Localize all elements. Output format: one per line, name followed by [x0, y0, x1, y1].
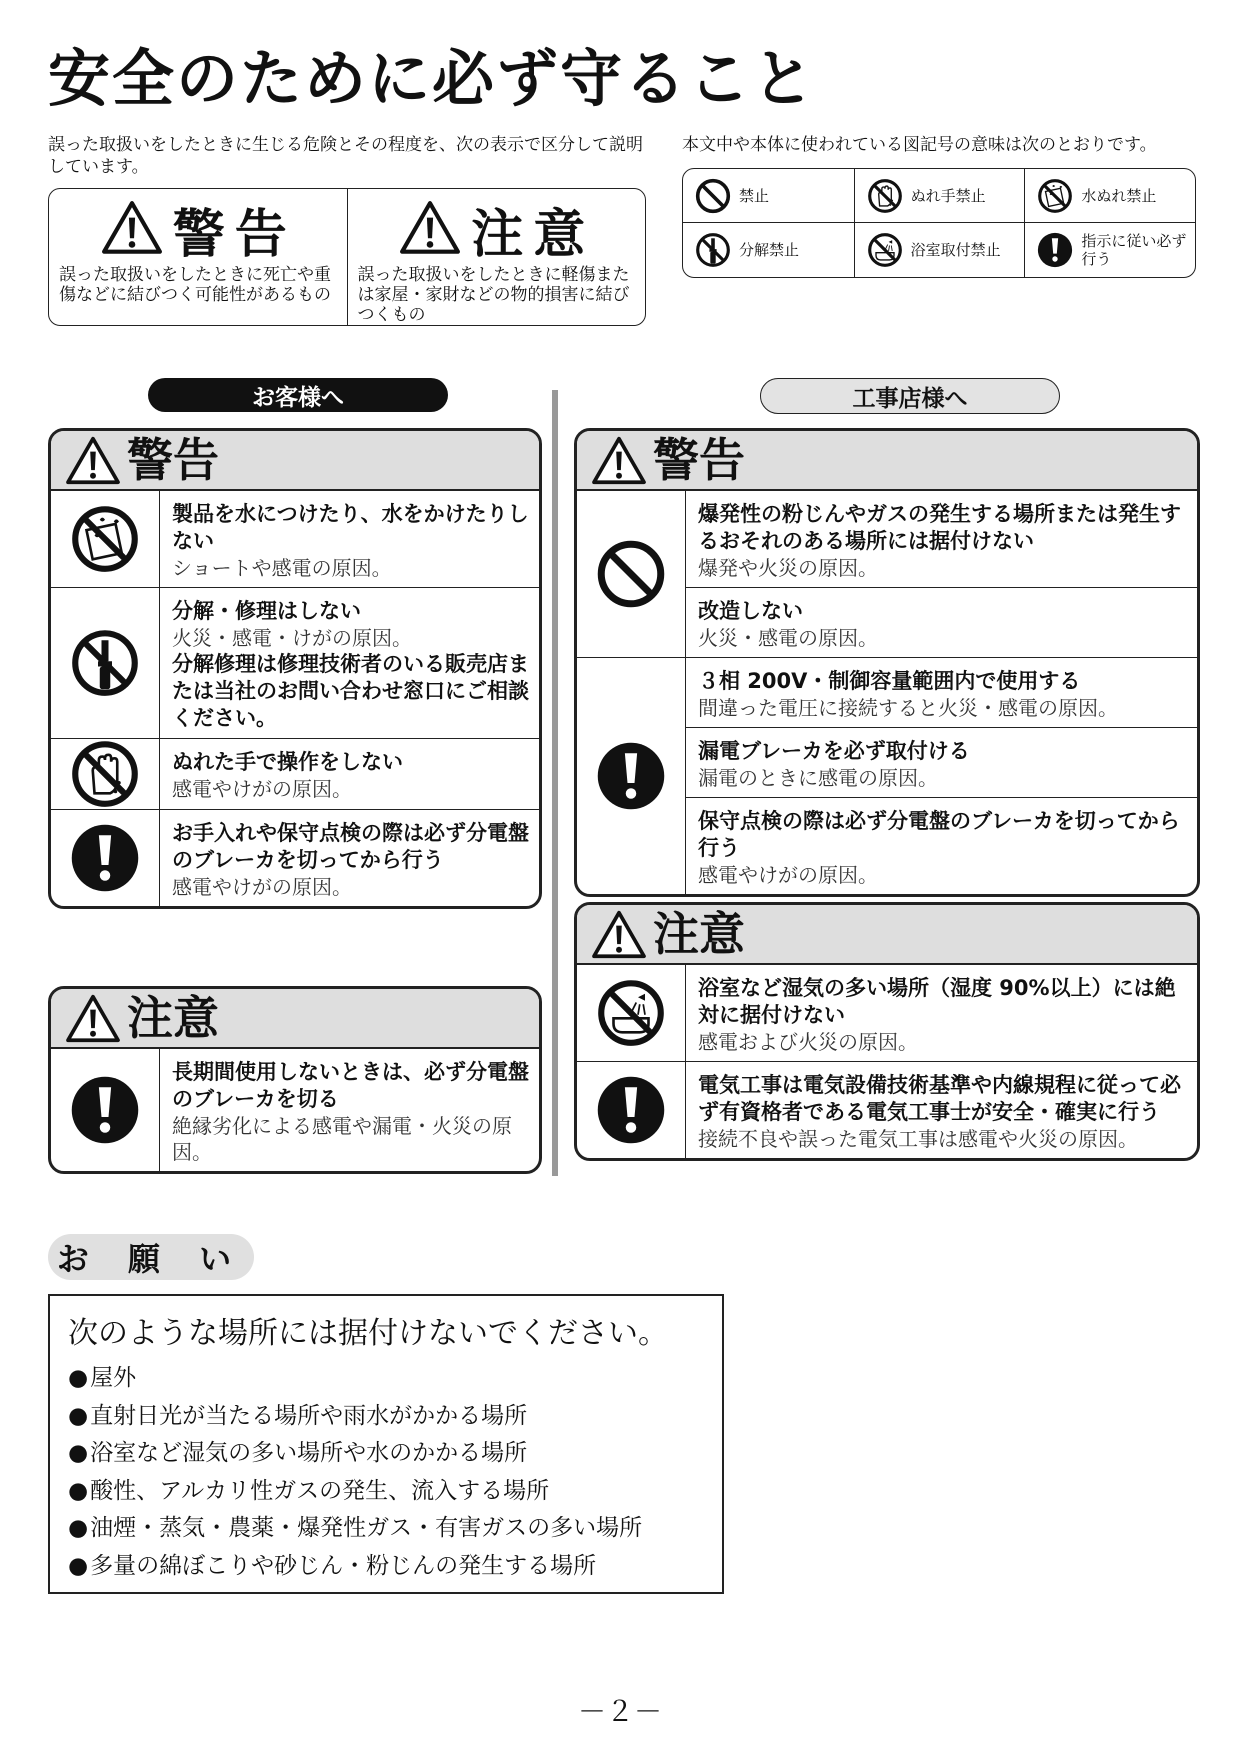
safety-item: [160, 588, 539, 738]
safety-item: [686, 797, 1197, 894]
installer-warning-panel: [574, 428, 1200, 897]
request-heading: お 願 い: [48, 1234, 254, 1280]
panel-row: [51, 587, 539, 738]
legend-intro-text: 本文中や本体に使われている図記号の意味は次のとおりです。: [682, 135, 1157, 155]
request-list: [68, 1360, 722, 1585]
legend-item: [854, 223, 1025, 277]
legend-item: [1024, 169, 1195, 223]
no-wet-hands-icon: [867, 178, 903, 214]
row-items: [160, 588, 539, 738]
item-reason: 接続不良や誤った電気工事は感電や火災の原因。: [698, 1127, 1138, 1151]
customer-heading: お客様へ: [148, 378, 448, 412]
item-instruction: 製品を水につけたり、水をかけたりしない: [172, 502, 529, 553]
request-title: 次のような場所には据付けないでください。: [68, 1316, 668, 1351]
item-reason: 感電および火災の原因。: [698, 1030, 918, 1054]
safety-item: [160, 810, 539, 906]
legend-item: [683, 223, 854, 277]
no-bathroom-icon: [596, 978, 666, 1048]
warning-triangle-icon: [101, 199, 163, 259]
panel-header: [51, 431, 539, 490]
item-instruction: 漏電ブレーカを必ず取付ける: [698, 739, 970, 763]
intro-text: 誤った取扱いをしたときに生じる危険とその程度を、次の表示で区分して説明しています。: [48, 135, 643, 177]
mandatory-icon: [1037, 232, 1073, 268]
item-reason: 感電やけがの原因。: [172, 777, 352, 801]
installer-caution-panel: [574, 902, 1200, 1161]
row-icon-cell: [51, 588, 160, 738]
safety-item: [686, 1062, 1197, 1158]
item-instruction: 電気工事は電気設備技術基準や内線規程に従って必ず有資格者である電気工事士が安全・確実に行う: [698, 1073, 1181, 1124]
legend-label: ぬれ手禁止: [910, 186, 986, 205]
definition-text: 誤った取扱いをしたときに軽傷または家屋・家財などの物的損害に結びつくもの: [357, 265, 630, 325]
request-item: ● 多量の綿ぼこりや砂じん・粉じんの発生する場所: [68, 1548, 722, 1586]
legend-label: 指示に従い必ず行う: [1081, 232, 1187, 268]
customer-caution-panel: [48, 986, 542, 1174]
row-icon-cell: [51, 1049, 160, 1171]
panel-header: [577, 431, 1197, 490]
request-item: ● 酸性、アルカリ性ガスの発生、流入する場所: [68, 1473, 722, 1511]
legend-label: 禁止: [739, 186, 770, 205]
panel-title: 警告: [653, 433, 745, 487]
item-instruction: 浴室など湿気の多い場所（湿度 90%以上）には絶対に据付けない: [698, 976, 1176, 1027]
item-reason: 爆発や火災の原因。: [698, 556, 878, 580]
warning-triangle-icon: [65, 435, 121, 485]
row-items: [160, 1049, 539, 1171]
legend-item: [1024, 223, 1195, 277]
warning-triangle-icon: [65, 993, 121, 1043]
legend-label: 浴室取付禁止: [910, 241, 1001, 259]
panel-header: [51, 989, 539, 1048]
panel-row: [51, 1048, 539, 1171]
warning-triangle-icon: [399, 199, 461, 259]
symbol-legend: [682, 168, 1196, 278]
warning-triangle-icon: [591, 435, 647, 485]
item-instruction: 分解・修理はしない: [172, 599, 361, 623]
item-instruction: 長期間使用しないときは、必ず分電盤のブレーカを切る: [172, 1060, 529, 1111]
panel-row: [51, 490, 539, 587]
panel-row: [577, 1061, 1197, 1158]
item-reason: 感電やけがの原因。: [698, 863, 878, 887]
legend-label: 水ぬれ禁止: [1081, 186, 1157, 205]
panel-row: [51, 809, 539, 906]
item-reason: 火災・感電・けがの原因。: [172, 626, 412, 650]
safety-item: [686, 727, 1197, 797]
mandatory-icon: [70, 823, 140, 893]
panel-title: 警告: [127, 433, 219, 487]
panel-title: 注意: [127, 991, 219, 1045]
row-items: [686, 1062, 1197, 1158]
item-reason: 火災・感電の原因。: [698, 626, 878, 650]
customer-warning-panel: [48, 428, 542, 909]
row-items: [686, 965, 1197, 1061]
safety-item: [686, 965, 1197, 1061]
row-items: [686, 491, 1197, 657]
mandatory-icon: [596, 1075, 666, 1145]
item-reason: 絶縁劣化による感電や漏電・火災の原因。: [172, 1114, 512, 1164]
safety-item: [160, 491, 539, 587]
no-disassembly-icon: [695, 232, 731, 268]
item-reason: 感電やけがの原因。: [172, 875, 352, 899]
panel-row: [577, 490, 1197, 657]
definition-caution: [347, 189, 646, 325]
no-water-icon: [70, 504, 140, 574]
request-item: ● 屋外: [68, 1360, 722, 1398]
definition-warning: [49, 189, 347, 325]
row-icon-cell: [577, 658, 686, 894]
safety-item: [686, 587, 1197, 657]
safety-item: [160, 739, 539, 809]
item-instruction: 保守点検の際は必ず分電盤のブレーカを切ってから行う: [698, 809, 1180, 860]
mandatory-icon: [596, 741, 666, 811]
item-instruction: 爆発性の粉じんやガスの発生する場所または発生するおそれのある場所には据付けない: [698, 502, 1181, 553]
item-reason: 漏電のときに感電の原因。: [698, 766, 938, 790]
row-items: [160, 810, 539, 906]
definition-label: 注意: [471, 204, 596, 265]
item-instruction: 改造しない: [698, 599, 803, 623]
column-divider: [552, 390, 558, 1176]
signal-word-definitions: [48, 188, 646, 326]
safety-item: [686, 658, 1197, 727]
prohibition-icon: [596, 539, 666, 609]
prohibition-icon: [695, 178, 731, 214]
row-items: [686, 658, 1197, 894]
panel-row: [577, 964, 1197, 1061]
request-box: [48, 1294, 724, 1594]
request-item: ● 油煙・蒸気・農薬・爆発性ガス・有害ガスの多い場所: [68, 1510, 722, 1548]
panel-title: 注意: [653, 907, 745, 961]
row-items: [160, 491, 539, 587]
row-icon-cell: [577, 965, 686, 1061]
item-instruction: ３相 200V・制御容量範囲内で使用する: [698, 669, 1081, 693]
row-icon-cell: [51, 491, 160, 587]
request-item: ● 浴室など湿気の多い場所や水のかかる場所: [68, 1435, 722, 1473]
page-title: 安全のために必ず守ること: [48, 42, 817, 115]
row-icon-cell: [577, 1062, 686, 1158]
no-water-icon: [1037, 178, 1073, 214]
item-instruction: ぬれた手で操作をしない: [172, 750, 403, 774]
warning-triangle-icon: [591, 909, 647, 959]
item-instruction-extra: 分解修理は修理技術者のいる販売店または当社のお問い合わせ窓口にご相談ください。: [172, 652, 529, 730]
page-number: －２－: [577, 1695, 662, 1728]
definition-text: 誤った取扱いをしたときに死亡や重傷などに結びつく可能性があるもの: [59, 265, 331, 305]
panel-row: [577, 657, 1197, 894]
row-items: [160, 739, 539, 809]
safety-item: [686, 491, 1197, 587]
mandatory-icon: [70, 1075, 140, 1145]
no-wet-hands-icon: [70, 739, 140, 809]
row-icon-cell: [51, 739, 160, 809]
item-reason: ショートや感電の原因。: [172, 556, 392, 580]
legend-label: 分解禁止: [739, 241, 800, 259]
no-disassembly-icon: [70, 628, 140, 698]
definition-label: 警告: [172, 204, 297, 265]
row-icon-cell: [577, 491, 686, 657]
panel-row: [51, 738, 539, 809]
item-instruction: お手入れや保守点検の際は必ず分電盤のブレーカを切ってから行う: [172, 821, 529, 872]
no-bathroom-icon: [867, 232, 903, 268]
legend-item: [854, 169, 1025, 223]
legend-item: [683, 169, 854, 223]
safety-item: [160, 1049, 539, 1171]
item-reason: 間違った電圧に接続すると火災・感電の原因。: [698, 696, 1118, 720]
installer-heading: 工事店様へ: [760, 378, 1060, 414]
request-item: ● 直射日光が当たる場所や雨水がかかる場所: [68, 1398, 722, 1436]
panel-header: [577, 905, 1197, 964]
row-icon-cell: [51, 810, 160, 906]
